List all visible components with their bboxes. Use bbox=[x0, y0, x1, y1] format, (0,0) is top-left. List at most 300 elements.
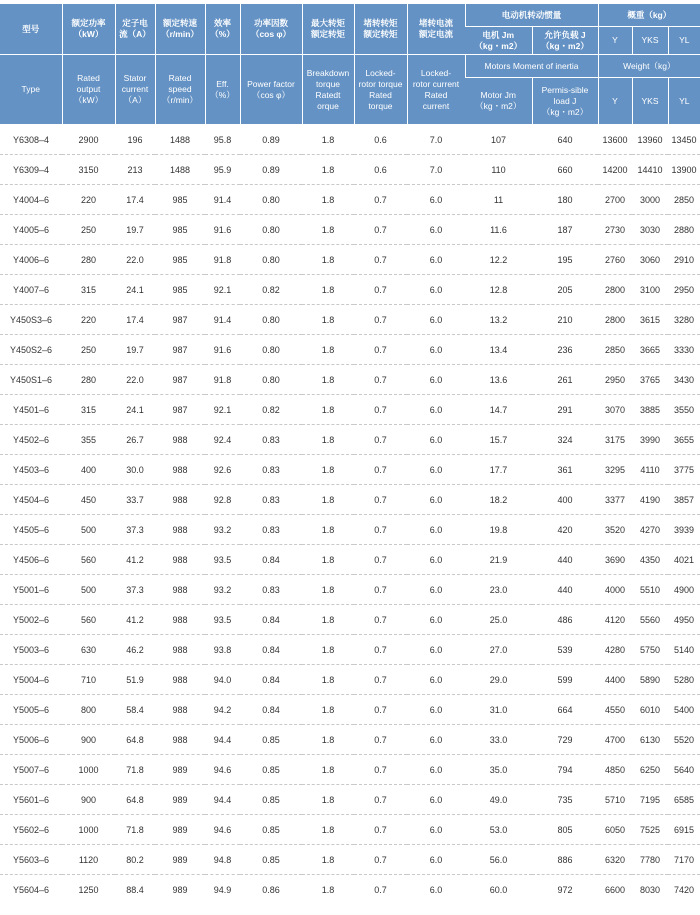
cell-breakdown-ratio: 1.8 bbox=[302, 785, 354, 815]
header-model-en: Type bbox=[0, 55, 62, 125]
header-breakdown-en: Breakdown torque Ratedt orque bbox=[302, 55, 354, 125]
cell-locked-torque-ratio: 0.6 bbox=[354, 125, 407, 155]
cell-weight-y: 6600 bbox=[605, 884, 626, 895]
cell-current: 17.4 bbox=[115, 305, 155, 335]
cell-output: 220 bbox=[62, 305, 115, 335]
cell-weight-yl: 6585 bbox=[668, 785, 700, 815]
cell-eff: 94.8 bbox=[205, 845, 240, 875]
cell-eff: 94.0 bbox=[205, 665, 240, 695]
cell-load-inertia: 805 bbox=[532, 815, 598, 845]
cell-power-factor: 0.85 bbox=[240, 785, 302, 815]
cell-output: 800 bbox=[62, 695, 115, 725]
cell-locked-current-ratio: 7.0 bbox=[407, 155, 465, 185]
cell-load-inertia: 664 bbox=[532, 695, 598, 725]
cell-weight-yks: 5510 bbox=[632, 575, 668, 605]
cell-weight-y: 2800 bbox=[598, 305, 632, 335]
cell-load-inertia: 400 bbox=[532, 485, 598, 515]
cell-motor-inertia: 19.8 bbox=[465, 515, 532, 545]
cell-locked-torque-ratio: 0.7 bbox=[354, 245, 407, 275]
cell-power-factor: 0.84 bbox=[240, 695, 302, 725]
cell-motor-inertia: 13.2 bbox=[465, 305, 532, 335]
cell-eff: 93.2 bbox=[205, 515, 240, 545]
cell-power-factor: 0.89 bbox=[240, 125, 302, 155]
cell-weight-y: 2700 bbox=[598, 185, 632, 215]
table-row bbox=[0, 335, 700, 365]
cell-output: 560 bbox=[62, 605, 115, 635]
cell-current: 80.2 bbox=[115, 845, 155, 875]
cell-breakdown-ratio: 1.8 bbox=[302, 815, 354, 845]
header-weight-sub-yks-en: YKS bbox=[632, 78, 668, 125]
cell-motor-inertia: 12.2 bbox=[465, 245, 532, 275]
cell-weight-yks: 6010 bbox=[632, 695, 668, 725]
cell-weight-yks: 7525 bbox=[632, 815, 668, 845]
cell-speed: 988 bbox=[155, 425, 205, 455]
cell-locked-current-ratio: 6.0 bbox=[407, 485, 465, 515]
cell-motor-inertia: 35.0 bbox=[465, 755, 532, 785]
cell-eff: 91.8 bbox=[205, 365, 240, 395]
cell-eff: 92.1 bbox=[205, 275, 240, 305]
table-row bbox=[0, 515, 700, 545]
cell-output: 315 bbox=[62, 395, 115, 425]
cell-weight-y: 4280 bbox=[598, 635, 632, 665]
cell-load-inertia: 886 bbox=[532, 845, 598, 875]
cell-breakdown-ratio: 1.8 bbox=[302, 365, 354, 395]
cell-eff: 94.4 bbox=[205, 725, 240, 755]
cell-locked-current-ratio: 6.0 bbox=[407, 605, 465, 635]
cell-weight-y: 2800 bbox=[598, 275, 632, 305]
cell-weight-yl: 2910 bbox=[668, 245, 700, 275]
cell-locked-torque-ratio: 0.6 bbox=[354, 155, 407, 185]
cell-breakdown-ratio: 1.8 bbox=[302, 155, 354, 185]
cell-eff: 92.4 bbox=[205, 425, 240, 455]
cell-motor-inertia: 15.7 bbox=[465, 425, 532, 455]
table-row bbox=[0, 755, 700, 785]
cell-current: 30.0 bbox=[115, 455, 155, 485]
table-row bbox=[0, 695, 700, 725]
header-inertia-motor-cn: 电机 Jm （kg・m2） bbox=[465, 27, 532, 55]
cell-eff: 92.1 bbox=[205, 395, 240, 425]
cell-locked-current-ratio: 6.0 bbox=[407, 845, 465, 875]
cell-weight-yl: 3939 bbox=[668, 515, 700, 545]
cell-locked-torque-ratio: 0.7 bbox=[354, 335, 407, 365]
cell-breakdown-ratio: 1.8 bbox=[302, 755, 354, 785]
cell-eff: 91.8 bbox=[205, 245, 240, 275]
cell-weight-yl: 2950 bbox=[668, 275, 700, 305]
table-row bbox=[0, 485, 700, 515]
cell-weight-y: 6050 bbox=[598, 815, 632, 845]
cell-load-inertia: 210 bbox=[532, 305, 598, 335]
cell-load-inertia: 440 bbox=[532, 545, 598, 575]
cell-model: Y4007–6 bbox=[0, 275, 62, 305]
cell-weight-y: 14200 bbox=[598, 155, 632, 185]
cell-load-inertia: 729 bbox=[532, 725, 598, 755]
cell-model: Y4501–6 bbox=[0, 395, 62, 425]
cell-motor-inertia: 21.9 bbox=[465, 545, 532, 575]
cell-model: Y5003–6 bbox=[0, 635, 62, 665]
cell-eff: 94.2 bbox=[205, 695, 240, 725]
cell-breakdown-ratio: 1.8 bbox=[302, 665, 354, 695]
cell-power-factor: 0.83 bbox=[240, 575, 302, 605]
cell-current: 22.0 bbox=[115, 245, 155, 275]
cell-breakdown-ratio: 1.8 bbox=[302, 335, 354, 365]
cell-output: 500 bbox=[62, 515, 115, 545]
cell-load-inertia: 180 bbox=[532, 185, 598, 215]
cell-weight-yks: 6250 bbox=[632, 755, 668, 785]
cell-weight-yl: 3550 bbox=[668, 395, 700, 425]
cell-locked-torque-ratio: 0.7 bbox=[354, 815, 407, 845]
header-pf-en: Power factor （cos φ） bbox=[240, 55, 302, 125]
cell-speed: 988 bbox=[155, 695, 205, 725]
cell-load-inertia: 236 bbox=[532, 335, 598, 365]
header-inertia-en: Motors Moment of inertia bbox=[465, 55, 598, 78]
cell-speed: 988 bbox=[155, 485, 205, 515]
cell-power-factor: 0.84 bbox=[240, 635, 302, 665]
header-breakdown-cn: 最大转矩 额定转矩 bbox=[302, 4, 354, 55]
header-locked-current-cn: 堵转电流 额定电流 bbox=[407, 4, 465, 55]
cell-motor-inertia: 23.0 bbox=[465, 575, 532, 605]
cell-locked-current-ratio: 6.0 bbox=[407, 185, 465, 215]
cell-current: 17.4 bbox=[115, 185, 155, 215]
cell-output: 355 bbox=[62, 425, 115, 455]
table-row bbox=[0, 425, 700, 455]
cell-eff: 94.6 bbox=[205, 755, 240, 785]
cell-power-factor: 0.82 bbox=[240, 275, 302, 305]
cell-motor-inertia: 13.6 bbox=[465, 365, 532, 395]
cell-locked-current-ratio: 6.0 bbox=[407, 515, 465, 545]
cell-power-factor: 0.85 bbox=[240, 755, 302, 785]
cell-motor-inertia: 27.0 bbox=[465, 635, 532, 665]
table-row bbox=[0, 305, 700, 335]
cell-load-inertia: 735 bbox=[532, 785, 598, 815]
cell-power-factor: 0.80 bbox=[240, 365, 302, 395]
header-inertia-motor-en: Motor Jm （kg・m2） bbox=[465, 78, 532, 125]
cell-locked-current-ratio: 6.0 bbox=[407, 365, 465, 395]
cell-weight-y: 4700 bbox=[598, 725, 632, 755]
cell-locked-torque-ratio: 0.7 bbox=[354, 725, 407, 755]
cell-eff: 94.6 bbox=[205, 815, 240, 845]
cell-locked-current-ratio: 6.0 bbox=[407, 455, 465, 485]
cell-weight-yl: 13900 bbox=[668, 155, 700, 185]
cell-power-factor: 0.83 bbox=[240, 425, 302, 455]
cell-breakdown-ratio: 1.8 bbox=[302, 695, 354, 725]
cell-speed: 988 bbox=[155, 665, 205, 695]
table-body bbox=[0, 125, 700, 905]
cell-locked-torque-ratio: 0.7 bbox=[354, 455, 407, 485]
cell-current: 22.0 bbox=[115, 365, 155, 395]
cell-current: 24.1 bbox=[115, 275, 155, 305]
cell-current: 64.8 bbox=[115, 725, 155, 755]
cell-speed: 988 bbox=[155, 575, 205, 605]
cell-locked-torque-ratio: 0.7 bbox=[354, 515, 407, 545]
cell-current: 37.3 bbox=[115, 515, 155, 545]
header-weight-cn: 概重（kg） bbox=[598, 4, 700, 27]
cell-weight-yks: 5560 bbox=[632, 605, 668, 635]
cell-weight-yks: 14410 bbox=[632, 155, 668, 185]
cell-power-factor: 0.85 bbox=[240, 815, 302, 845]
cell-load-inertia: 361 bbox=[532, 455, 598, 485]
cell-breakdown-ratio: 1.8 bbox=[302, 845, 354, 875]
table-row bbox=[0, 545, 700, 575]
header-weight-sub-yks-cn: YKS bbox=[632, 27, 668, 55]
cell-current: 26.7 bbox=[115, 425, 155, 455]
cell-eff: 91.4 bbox=[205, 305, 240, 335]
cell-weight-yl: 3280 bbox=[668, 305, 700, 335]
cell-current: 51.9 bbox=[115, 665, 155, 695]
cell-weight-yl: 4950 bbox=[668, 605, 700, 635]
cell-load-inertia: 420 bbox=[532, 515, 598, 545]
cell-motor-inertia: 110 bbox=[465, 155, 532, 185]
cell-current: 213 bbox=[115, 155, 155, 185]
table-row bbox=[0, 875, 700, 905]
cell-weight-yks: 7195 bbox=[632, 785, 668, 815]
header-weight-sub-y-en: Y bbox=[598, 78, 632, 125]
cell-breakdown-ratio: 1.8 bbox=[302, 575, 354, 605]
cell-current: 71.8 bbox=[115, 815, 155, 845]
cell-power-factor: 0.85 bbox=[240, 845, 302, 875]
cell-locked-current-ratio: 6.0 bbox=[407, 425, 465, 455]
cell-power-factor: 0.85 bbox=[240, 725, 302, 755]
cell-motor-inertia: 18.2 bbox=[465, 485, 532, 515]
table-row bbox=[0, 245, 700, 275]
table-row bbox=[0, 815, 700, 845]
cell-breakdown-ratio: 1.8 bbox=[302, 545, 354, 575]
cell-speed: 987 bbox=[155, 335, 205, 365]
cell-locked-torque-ratio: 0.7 bbox=[354, 545, 407, 575]
motor-spec-table bbox=[0, 4, 700, 904]
cell-breakdown-ratio: 1.8 bbox=[302, 305, 354, 335]
cell-speed: 988 bbox=[155, 605, 205, 635]
cell-speed: 988 bbox=[155, 725, 205, 755]
cell-motor-inertia: 49.0 bbox=[465, 785, 532, 815]
header-pf-cn: 功率因数 （cos φ） bbox=[240, 4, 302, 55]
cell-output: 2900 bbox=[62, 125, 115, 155]
cell-breakdown-ratio: 1.8 bbox=[321, 884, 335, 895]
cell-breakdown-ratio: 1.8 bbox=[302, 635, 354, 665]
header-eff-cn: 效率 （%） bbox=[205, 4, 240, 55]
header-weight-sub-y-cn: Y bbox=[598, 27, 632, 55]
cell-weight-yks: 5750 bbox=[632, 635, 668, 665]
cell-model: Y5602–6 bbox=[0, 815, 62, 845]
cell-current: 19.7 bbox=[115, 215, 155, 245]
cell-weight-yks: 6130 bbox=[632, 725, 668, 755]
cell-motor-inertia: 31.0 bbox=[465, 695, 532, 725]
cell-speed: 985 bbox=[155, 275, 205, 305]
cell-motor-inertia: 56.0 bbox=[465, 845, 532, 875]
cell-current: 24.1 bbox=[115, 395, 155, 425]
cell-power-factor: 0.80 bbox=[240, 215, 302, 245]
table-row bbox=[0, 725, 700, 755]
cell-current: 88.4 bbox=[126, 884, 144, 895]
cell-weight-yks: 4270 bbox=[632, 515, 668, 545]
table-row bbox=[0, 605, 700, 635]
cell-breakdown-ratio: 1.8 bbox=[302, 275, 354, 305]
cell-locked-current-ratio: 6.0 bbox=[407, 395, 465, 425]
cell-power-factor: 0.86 bbox=[262, 884, 280, 895]
cell-motor-inertia: 29.0 bbox=[465, 665, 532, 695]
cell-weight-y: 4000 bbox=[598, 575, 632, 605]
header-locked-current-en: Locked- rotor current Rated current bbox=[407, 55, 465, 125]
cell-power-factor: 0.84 bbox=[240, 665, 302, 695]
cell-current: 33.7 bbox=[115, 485, 155, 515]
cell-weight-yl: 4021 bbox=[668, 545, 700, 575]
cell-speed: 988 bbox=[155, 455, 205, 485]
cell-output: 280 bbox=[62, 365, 115, 395]
table-row bbox=[0, 365, 700, 395]
cell-weight-yl: 2880 bbox=[668, 215, 700, 245]
cell-weight-yl: 3330 bbox=[668, 335, 700, 365]
cell-power-factor: 0.84 bbox=[240, 605, 302, 635]
cell-power-factor: 0.84 bbox=[240, 545, 302, 575]
cell-motor-inertia: 33.0 bbox=[465, 725, 532, 755]
cell-breakdown-ratio: 1.8 bbox=[302, 395, 354, 425]
cell-breakdown-ratio: 1.8 bbox=[302, 185, 354, 215]
cell-model: Y4502–6 bbox=[0, 425, 62, 455]
cell-weight-y: 3690 bbox=[598, 545, 632, 575]
cell-speed: 987 bbox=[155, 365, 205, 395]
cell-load-inertia: 794 bbox=[532, 755, 598, 785]
cell-locked-torque-ratio: 0.7 bbox=[354, 575, 407, 605]
cell-locked-current-ratio: 6.0 bbox=[407, 215, 465, 245]
cell-speed: 985 bbox=[155, 245, 205, 275]
header-locked-torque-cn: 堵转转矩 额定转矩 bbox=[354, 4, 407, 55]
cell-output: 3150 bbox=[62, 155, 115, 185]
cell-breakdown-ratio: 1.8 bbox=[302, 125, 354, 155]
cell-weight-yl: 6915 bbox=[668, 815, 700, 845]
cell-locked-torque-ratio: 0.7 bbox=[354, 425, 407, 455]
cell-power-factor: 0.83 bbox=[240, 485, 302, 515]
cell-weight-yl: 5280 bbox=[668, 665, 700, 695]
table-row bbox=[0, 845, 700, 875]
cell-locked-torque-ratio: 0.7 bbox=[354, 635, 407, 665]
header-speed-en: Rated speed （r/min） bbox=[155, 55, 205, 125]
cell-speed: 989 bbox=[155, 755, 205, 785]
cell-motor-inertia: 13.4 bbox=[465, 335, 532, 365]
cell-output: 280 bbox=[62, 245, 115, 275]
cell-locked-current-ratio: 6.0 bbox=[407, 785, 465, 815]
cell-model: Y5004–6 bbox=[0, 665, 62, 695]
cell-weight-yks: 3030 bbox=[632, 215, 668, 245]
cell-locked-torque-ratio: 0.7 bbox=[354, 605, 407, 635]
cell-current: 64.8 bbox=[115, 785, 155, 815]
cell-motor-inertia: 107 bbox=[465, 125, 532, 155]
cell-weight-y: 13600 bbox=[598, 125, 632, 155]
header-weight-sub-yl-cn: YL bbox=[668, 27, 700, 55]
cell-locked-torque-ratio: 0.7 bbox=[354, 665, 407, 695]
cell-model: Y5001–6 bbox=[0, 575, 62, 605]
cell-breakdown-ratio: 1.8 bbox=[302, 215, 354, 245]
cell-eff: 93.5 bbox=[205, 605, 240, 635]
cell-load-inertia: 324 bbox=[532, 425, 598, 455]
cell-model: Y4005–6 bbox=[0, 215, 62, 245]
cell-current: 196 bbox=[115, 125, 155, 155]
cell-weight-yks: 3100 bbox=[632, 275, 668, 305]
cell-speed: 988 bbox=[155, 635, 205, 665]
cell-current: 46.2 bbox=[115, 635, 155, 665]
header-output-cn: 额定功率 （kW） bbox=[62, 4, 115, 55]
table-row bbox=[0, 785, 700, 815]
cell-locked-current-ratio: 6.0 bbox=[407, 635, 465, 665]
cell-output: 450 bbox=[62, 485, 115, 515]
header-current-cn: 定子电 流（A） bbox=[115, 4, 155, 55]
cell-weight-yl: 5520 bbox=[668, 725, 700, 755]
cell-speed: 1488 bbox=[155, 125, 205, 155]
table-row bbox=[0, 455, 700, 485]
cell-breakdown-ratio: 1.8 bbox=[302, 485, 354, 515]
cell-model: Y5007–6 bbox=[0, 755, 62, 785]
cell-weight-yl: 7170 bbox=[668, 845, 700, 875]
cell-breakdown-ratio: 1.8 bbox=[302, 515, 354, 545]
cell-output: 900 bbox=[62, 725, 115, 755]
cell-locked-current-ratio: 6.0 bbox=[407, 665, 465, 695]
table-row bbox=[0, 395, 700, 425]
table-row bbox=[0, 215, 700, 245]
table-row bbox=[0, 635, 700, 665]
cell-weight-yl: 3857 bbox=[668, 485, 700, 515]
cell-motor-inertia: 14.7 bbox=[465, 395, 532, 425]
cell-locked-torque-ratio: 0.7 bbox=[354, 395, 407, 425]
cell-weight-yks: 3765 bbox=[632, 365, 668, 395]
cell-output: 500 bbox=[62, 575, 115, 605]
cell-model: Y4504–6 bbox=[0, 485, 62, 515]
cell-weight-y: 3070 bbox=[598, 395, 632, 425]
cell-weight-yl: 3430 bbox=[668, 365, 700, 395]
header-weight-en: Weight（kg） bbox=[598, 55, 700, 78]
cell-eff: 95.9 bbox=[205, 155, 240, 185]
header-locked-torque-en: Locked- rotor torque Rated torque bbox=[354, 55, 407, 125]
cell-motor-inertia: 12.8 bbox=[465, 275, 532, 305]
cell-weight-yks: 13960 bbox=[632, 125, 668, 155]
cell-locked-torque-ratio: 0.7 bbox=[354, 305, 407, 335]
cell-weight-yl: 4900 bbox=[668, 575, 700, 605]
cell-model: Y6308–4 bbox=[0, 125, 62, 155]
cell-weight-yks: 3060 bbox=[632, 245, 668, 275]
cell-locked-torque-ratio: 0.7 bbox=[354, 845, 407, 875]
cell-load-inertia: 486 bbox=[532, 605, 598, 635]
cell-locked-current-ratio: 6.0 bbox=[407, 725, 465, 755]
header-inertia-load-cn: 允许负载 J （kg・m2） bbox=[532, 27, 598, 55]
cell-speed: 989 bbox=[172, 884, 188, 895]
cell-motor-inertia: 25.0 bbox=[465, 605, 532, 635]
cell-motor-inertia: 11.6 bbox=[465, 215, 532, 245]
cell-model: Y5005–6 bbox=[0, 695, 62, 725]
cell-weight-yks: 8030 bbox=[640, 884, 661, 895]
table-row bbox=[0, 275, 700, 305]
cell-weight-yks: 3990 bbox=[632, 425, 668, 455]
cell-model: Y4505–6 bbox=[0, 515, 62, 545]
cell-weight-yks: 4350 bbox=[632, 545, 668, 575]
cell-weight-yl: 3775 bbox=[668, 455, 700, 485]
cell-current: 58.4 bbox=[115, 695, 155, 725]
header-current-en: Stator current （A） bbox=[115, 55, 155, 125]
cell-weight-yks: 7780 bbox=[632, 845, 668, 875]
cell-power-factor: 0.83 bbox=[240, 455, 302, 485]
cell-model: Y450S1–6 bbox=[0, 365, 62, 395]
cell-speed: 989 bbox=[155, 815, 205, 845]
header-speed-cn: 额定转速 （r/min） bbox=[155, 4, 205, 55]
cell-weight-yl: 2850 bbox=[668, 185, 700, 215]
cell-model: Y5603–6 bbox=[0, 845, 62, 875]
header-output-en: Rated output （kW） bbox=[62, 55, 115, 125]
cell-model: Y5002–6 bbox=[0, 605, 62, 635]
cell-load-inertia: 187 bbox=[532, 215, 598, 245]
cell-motor-inertia: 53.0 bbox=[465, 815, 532, 845]
cell-model: Y4006–6 bbox=[0, 245, 62, 275]
cell-output: 1250 bbox=[78, 884, 99, 895]
cell-speed: 985 bbox=[155, 185, 205, 215]
cell-weight-y: 4850 bbox=[598, 755, 632, 785]
cell-weight-y: 5710 bbox=[598, 785, 632, 815]
header-eff-en: Eff. （%） bbox=[205, 55, 240, 125]
